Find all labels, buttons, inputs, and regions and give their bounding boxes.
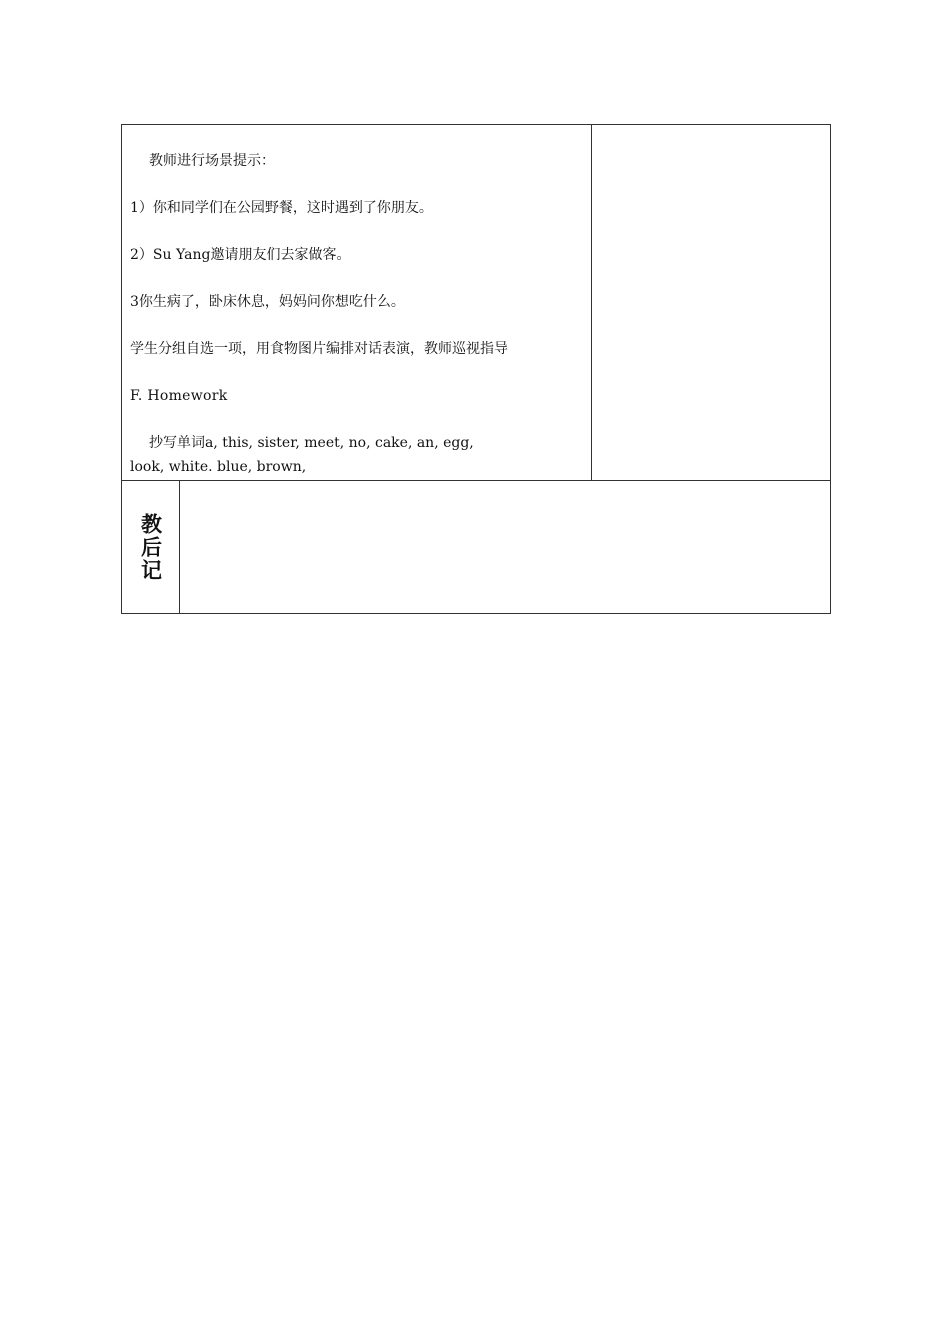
group-activity-instruction: 学生分组自选一项，用食物图片编排对话表演，教师巡视指导 bbox=[130, 341, 508, 357]
homework-line-2: look, white. blue, brown, bbox=[130, 459, 307, 475]
homework-task bbox=[130, 431, 583, 479]
reflection-label: 教后记 bbox=[138, 512, 163, 582]
scenario-intro: 教师进行场景提示： bbox=[149, 153, 275, 169]
side-notes-cell bbox=[592, 125, 831, 481]
homework-line-1: 抄写单词a, this, sister, meet, no, cake, an, egg, bbox=[149, 435, 474, 451]
reflection-content-cell bbox=[180, 481, 831, 614]
scenario-3: 3你生病了，卧床休息，妈妈问你想吃什么。 bbox=[130, 294, 405, 310]
scenario-2: 2）Su Yang邀请朋友们去家做客。 bbox=[130, 247, 351, 263]
activity-cell bbox=[122, 125, 592, 481]
lesson-plan-table bbox=[121, 124, 831, 614]
reflection-row bbox=[122, 481, 831, 614]
activity-row bbox=[122, 125, 831, 481]
scenario-1: 1）你和同学们在公园野餐，这时遇到了你朋友。 bbox=[130, 200, 433, 216]
reflection-label-cell bbox=[122, 481, 180, 614]
activity-content bbox=[122, 125, 591, 479]
homework-heading: F. Homework bbox=[130, 388, 228, 404]
